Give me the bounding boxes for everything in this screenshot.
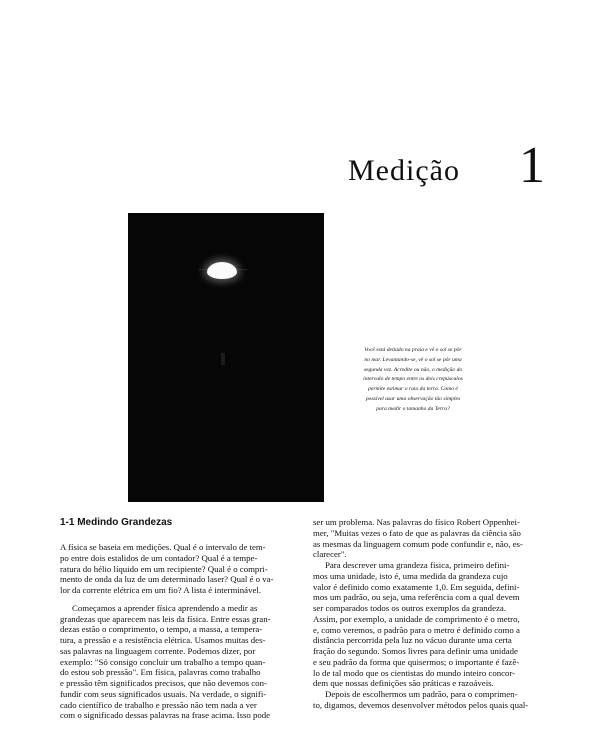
body-line: fração do segundo. Somos livres para definir uma unidade <box>313 646 518 656</box>
body-line: Assim, por exemplo, a unidade de comprimento é o metro, <box>313 613 520 624</box>
left-column <box>60 542 305 721</box>
chapter-title: Medição <box>348 154 460 187</box>
section-heading: 1-1 Medindo Grandezas <box>60 517 173 528</box>
body-line: distância percorrida pela luz no vácuo durante uma certa <box>313 635 512 646</box>
person-silhouette <box>221 353 225 365</box>
chapter-number: 1 <box>519 137 545 194</box>
body-line: as mesmas da linguagem comum pode confundir e, não, es- <box>313 538 523 549</box>
caption-line: permite estimar o raio da terra. Como é <box>368 386 458 393</box>
body-line: mos um padrão, ou seja, uma referência com a qual devem <box>313 592 520 603</box>
body-line: Para descrever uma grandeza física, primeiro defini- <box>325 560 510 570</box>
body-line: dezas estão o comprimento, o tempo, a massa, a tempera- <box>60 624 263 635</box>
body-line: e, como veremos, o padrão para o metro é definido como a <box>313 624 520 635</box>
body-line: clarecer". <box>313 549 347 560</box>
body-line: do estou sob pressão". Em física, palavras como trabalho <box>60 667 261 678</box>
body-line: A física se baseia em medições. Qual é o intervalo de tem- <box>60 542 266 552</box>
body-line: e seu padrão da forma que quisermos; o importante é fazê- <box>313 656 520 667</box>
body-line: dem que nossas definições são práticas e razoáveis. <box>313 678 494 689</box>
caption-line: possível usar uma observação tão simples <box>365 395 461 402</box>
caption-line: Você está deitado na praia e vê o sol se pôr <box>364 347 462 353</box>
body-line: lor da corrente elétrica em um fio? A lista é interminável. <box>60 585 262 595</box>
right-column <box>313 517 535 711</box>
body-line: ser um problema. Nas palavras do físico Robert Oppenhei- <box>313 517 520 527</box>
caption-line: intervalo de tempo entre os dois crepúsculos <box>363 376 463 383</box>
body-line: ratura do hélio líquido em um recipiente? Qual é o compri- <box>60 563 268 574</box>
photo-caption <box>338 346 488 415</box>
setting-sun <box>207 262 237 279</box>
body-line: mos uma unidade, isto é, uma medida da grandeza cujo <box>313 570 508 581</box>
body-line: to, digamos, devemos desenvolver métodos pelos quais qual- <box>313 699 529 710</box>
body-line: grandezas que aparecem nas leis da física. Entre essas gran- <box>60 613 271 624</box>
body-line: sas palavras na linguagem corrente. Podemos dizer, por <box>60 645 256 656</box>
body-line: e pressão têm significados precisos, que não devemos con- <box>60 678 267 688</box>
body-line: lo de tal modo que os cientistas do mundo inteiro concor- <box>313 667 516 678</box>
body-line: fundir com seus significados usuais. Na verdade, o signifi- <box>60 688 267 699</box>
body-line: cado científico de trabalho e pressão não tem nada a ver <box>60 699 257 710</box>
body-line: ser comparados todos os outros exemplos da grandeza. <box>313 603 506 613</box>
caption-line: segunda vez. Acredite ou não, o medição do <box>363 366 463 373</box>
body-line: po entre dois estalidos de um contador? Qual é a tempe- <box>60 552 258 563</box>
body-line: valor é definido como exatamente 1,0. Em seguida, defini- <box>313 581 520 592</box>
body-line: mer, "Muitas vezes o fato de que as palavras da ciência são <box>313 527 521 538</box>
caption-line: para medir o tamanho da Terra? <box>376 405 450 412</box>
body-line: mento de onda da luz de um determinado laser? Qual é o va- <box>60 574 274 585</box>
body-line: Começamos a aprender física aprendendo a medir as <box>72 602 258 613</box>
body-line: exemplo: "Só consigo concluir um trabalho a tempo quan- <box>60 656 266 667</box>
sunset-photo <box>128 213 324 502</box>
body-line: com o significado dessas palavras na frase acima. Isso pode <box>60 710 271 721</box>
body-line: tura, a pressão e a resistência elétrica. Usamos muitas des- <box>60 635 266 645</box>
body-line: Depois de escolhermos um padrão, para o comprimen- <box>325 689 518 699</box>
caption-line: no mar. Levantando-se, vê o sol se pôr uma <box>364 356 462 363</box>
